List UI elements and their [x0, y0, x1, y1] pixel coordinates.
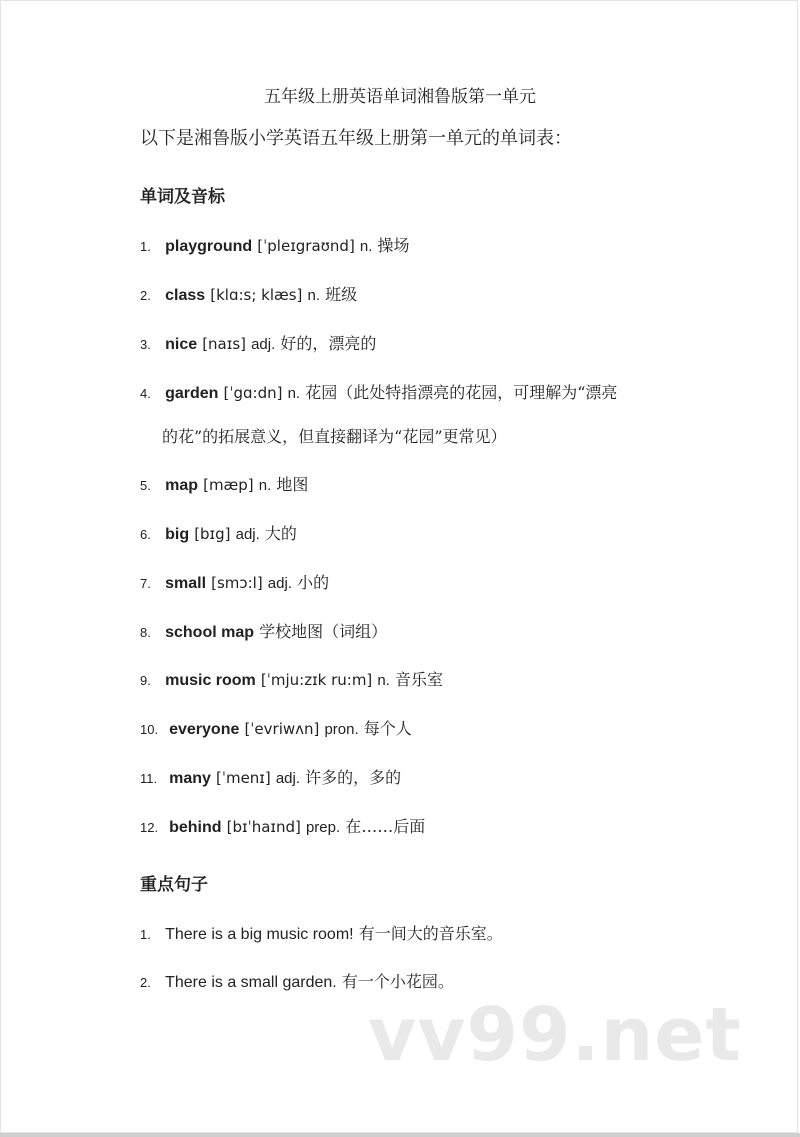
sentence-item-2	[140, 969, 454, 992]
vocab-meaning: 花园（此处特指漂亮的花园，可理解为“漂亮	[305, 383, 618, 402]
vocab-section-heading: 单词及音标	[140, 187, 225, 207]
item-number: 5.	[140, 478, 151, 493]
vocab-meaning: 小的	[297, 573, 330, 592]
vocab-phonetic: [ˈgɑ:dn]	[223, 384, 283, 402]
item-number: 1.	[140, 927, 151, 942]
item-number: 4.	[140, 386, 151, 401]
vocab-item-5	[140, 472, 308, 495]
vocab-word: school map	[165, 624, 254, 641]
vocab-item-1	[140, 233, 410, 256]
sentence-english: There is a small garden.	[165, 974, 337, 991]
item-number: 1.	[140, 239, 151, 254]
vocab-word: small	[165, 575, 207, 592]
vocab-pos: adj.	[267, 575, 292, 592]
item-number: 3.	[140, 337, 151, 352]
intro-text: 以下是湘鲁版小学英语五年级上册第一单元的单词表：	[140, 128, 572, 149]
vocab-word: playground	[165, 238, 253, 255]
item-number: 8.	[140, 625, 151, 640]
vocab-item-11	[140, 765, 401, 788]
vocab-item-9	[140, 667, 443, 690]
vocab-meaning: 好的，漂亮的	[280, 334, 377, 353]
vocab-meaning: 学校地图（词组）	[259, 622, 388, 641]
sentence-chinese: 有一间大的音乐室。	[358, 924, 503, 943]
vocab-pos: prep.	[305, 819, 341, 836]
vocab-meaning: 操场	[377, 236, 410, 255]
item-number: 12.	[140, 820, 159, 835]
vocab-pos: pron.	[324, 721, 359, 738]
item-number: 2.	[140, 288, 151, 303]
vocab-word: everyone	[169, 721, 240, 738]
item-number: 7.	[140, 576, 151, 591]
vocab-word: music room	[165, 672, 256, 689]
vocab-meaning: 地图	[276, 475, 309, 494]
vocab-word: nice	[165, 336, 198, 353]
vocab-phonetic: [bɪg]	[194, 525, 231, 543]
vocab-meaning: 每个人	[363, 719, 412, 738]
vocab-word: many	[169, 770, 211, 787]
vocab-pos: n.	[287, 385, 301, 402]
item-number: 2.	[140, 975, 151, 990]
vocab-pos: adj.	[235, 526, 260, 543]
sentence-item-1	[140, 921, 503, 944]
item-number: 10.	[140, 722, 159, 737]
vocab-phonetic: [bɪˈhaɪnd]	[226, 818, 301, 836]
vocab-phonetic: [ˈmenɪ]	[215, 769, 271, 787]
vocab-pos: adj.	[251, 336, 276, 353]
item-number: 9.	[140, 673, 151, 688]
page-title: 五年级上册英语单词湘鲁版第一单元	[264, 87, 536, 107]
vocab-item-7	[140, 570, 329, 593]
vocab-phonetic: [klɑ:s; klæs]	[210, 286, 303, 304]
vocab-item-12	[140, 814, 425, 837]
vocab-item-8	[140, 619, 387, 642]
vocab-phonetic: [smɔ:l]	[211, 574, 263, 592]
vocab-word: map	[165, 477, 198, 494]
vocab-item-6	[140, 521, 297, 544]
vocab-phonetic: [naɪs]	[202, 335, 246, 353]
vocab-meaning: 大的	[264, 524, 297, 543]
sentence-chinese: 有一个小花园。	[341, 972, 454, 991]
vocab-phonetic: [ˈmju:zɪk ru:m]	[260, 671, 373, 689]
vocab-pos: n.	[359, 238, 373, 255]
vocab-phonetic: [ˈpleɪgraʊnd]	[257, 237, 355, 255]
vocab-meaning: 班级	[325, 285, 358, 304]
vocab-item-3	[140, 331, 376, 354]
item-number: 6.	[140, 527, 151, 542]
vocab-item-2	[140, 282, 357, 305]
sentence-english: There is a big music room!	[165, 926, 354, 943]
vocab-item-10	[140, 716, 412, 739]
vocab-pos: n.	[258, 477, 272, 494]
vocab-pos: adj.	[275, 770, 301, 787]
vocab-pos: n.	[307, 287, 321, 304]
vocab-meaning: 音乐室	[395, 670, 444, 689]
vocab-word: class	[165, 287, 206, 304]
page-bottom-edge	[0, 1133, 800, 1137]
vocab-meaning: 许多的，多的	[305, 768, 402, 787]
vocab-word: behind	[169, 819, 222, 836]
watermark: vv99.net	[368, 992, 742, 1078]
vocab-meaning-continuation: 的花”的拓展意义，但直接翻译为“花园”更常见）	[162, 427, 507, 446]
vocab-word: garden	[165, 385, 219, 402]
vocab-meaning: 在……后面	[345, 817, 426, 836]
vocab-phonetic: [ˈevriwʌn]	[244, 720, 320, 738]
vocab-item-4	[140, 380, 617, 403]
vocab-phonetic: [mæp]	[203, 476, 254, 494]
sentence-section-heading: 重点句子	[140, 875, 208, 895]
vocab-pos: n.	[377, 672, 390, 689]
vocab-word: big	[165, 526, 190, 543]
item-number: 11.	[140, 771, 158, 786]
